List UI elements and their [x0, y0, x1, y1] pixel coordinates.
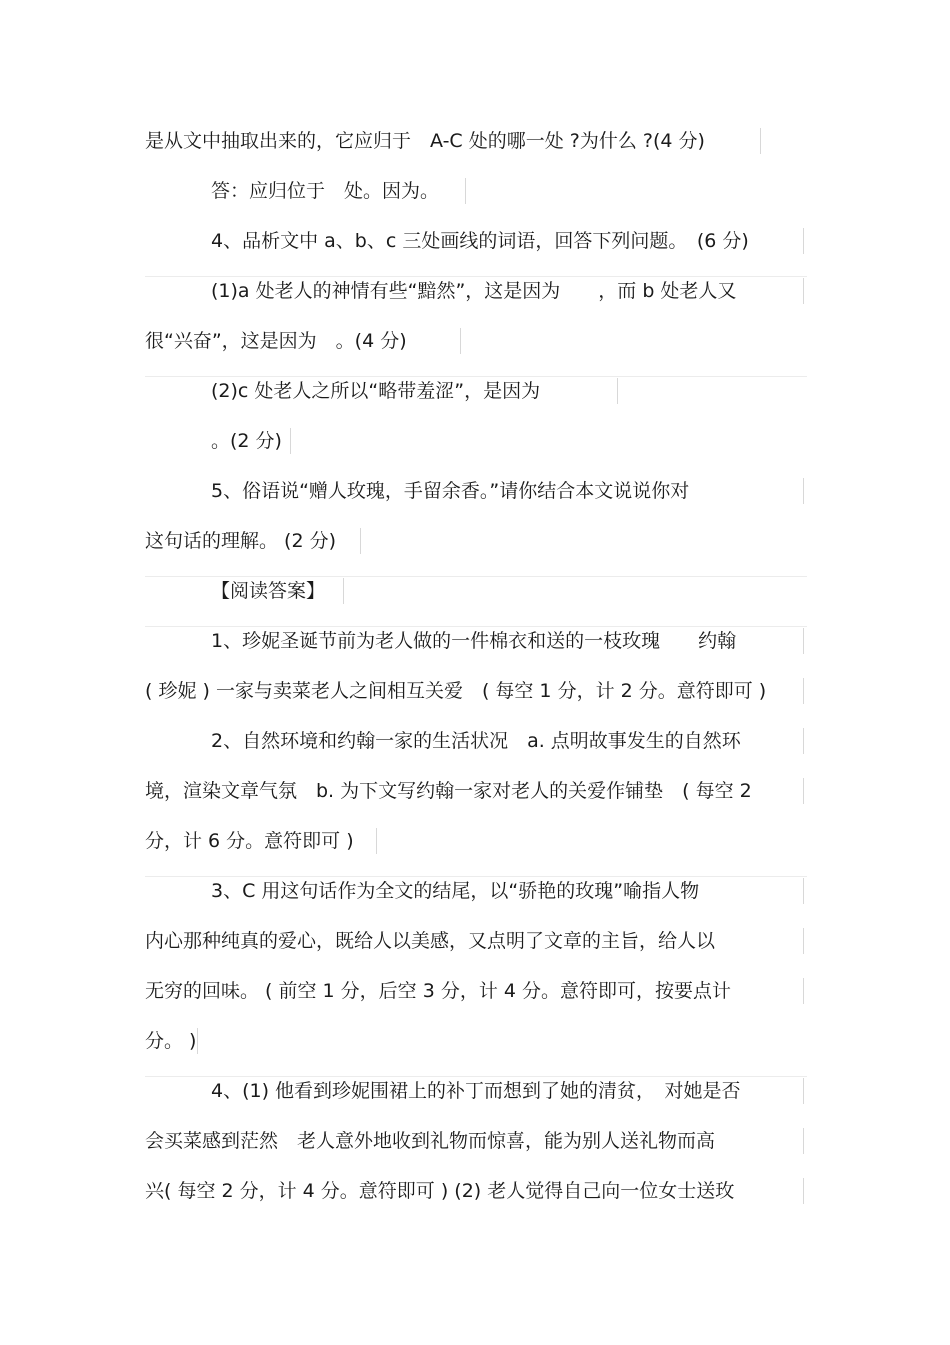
scan-rule: [145, 576, 807, 577]
text-line: 3、C 用这句话作为全文的结尾，以“骄艳的玫瑰”喻指人物: [211, 880, 700, 902]
scan-bar: [803, 978, 804, 1004]
section-heading: 【阅读答案】: [211, 580, 326, 602]
text-line: 1、珍妮圣诞节前为老人做的一件棉衣和送的一枝玫瑰 约翰: [211, 630, 737, 652]
scan-bar: [803, 678, 804, 704]
scan-rule: [145, 376, 807, 377]
scan-bar: [460, 328, 461, 354]
scan-bar: [343, 578, 344, 604]
scan-rule: [145, 1076, 807, 1077]
scan-rule: [145, 876, 807, 877]
scan-bar: [803, 628, 804, 654]
scan-bar: [465, 178, 466, 204]
scan-bar: [803, 728, 804, 754]
text-line: 内心那种纯真的爱心，既给人以美感，又点明了文章的主旨，给人以: [145, 930, 716, 952]
text-line: 很“兴奋”，这是因为 。(4 分): [145, 330, 407, 352]
scan-bar: [617, 378, 618, 404]
scan-rule: [145, 276, 807, 277]
scan-bar: [803, 478, 804, 504]
text-line: 分，计 6 分。意符即可 ): [145, 830, 354, 852]
scan-bar: [803, 228, 804, 254]
scan-bar: [360, 528, 361, 554]
scan-bar: [803, 1078, 804, 1104]
text-line: 。(2 分): [211, 430, 282, 452]
text-line: 兴( 每空 2 分，计 4 分。意符即可 ) (2) 老人觉得自己向一位女士送玫: [145, 1180, 735, 1202]
scan-bar: [803, 1178, 804, 1204]
text-line: 是从文中抽取出来的，它应归于 A-C 处的哪一处 ?为什么 ?(4 分): [145, 130, 705, 152]
scan-bar: [803, 1128, 804, 1154]
text-line: 2、自然环境和约翰一家的生活状况 a. 点明故事发生的自然环: [211, 730, 741, 752]
text-line: 境，渲染文章气氛 b. 为下文写约翰一家对老人的关爱作铺垫 ( 每空 2: [145, 780, 752, 802]
scan-bar: [197, 1028, 198, 1054]
text-line: 5、俗语说“赠人玫瑰，手留余香。”请你结合本文说说你对: [211, 480, 690, 502]
scan-bar: [803, 278, 804, 304]
scan-bar: [803, 878, 804, 904]
text-line: (1)a 处老人的神情有些“黯然”，这是因为 ，而 b 处老人又: [211, 280, 737, 302]
text-line: 无穷的回味。 ( 前空 1 分，后空 3 分，计 4 分。意符即可，按要点计: [145, 980, 731, 1002]
scan-bar: [803, 778, 804, 804]
text-line: 会买菜感到茫然 老人意外地收到礼物而惊喜，能为别人送礼物而高: [145, 1130, 716, 1152]
text-line: 分。 ): [145, 1030, 197, 1052]
scan-bar: [376, 828, 377, 854]
scan-bar: [803, 928, 804, 954]
scan-bar: [290, 428, 291, 454]
text-line: ( 珍妮 ) 一家与卖菜老人之间相互关爱 ( 每空 1 分，计 2 分。意符即可 ): [145, 680, 767, 702]
scan-bar: [760, 128, 761, 154]
text-line: 4、(1) 他看到珍妮围裙上的补丁而想到了她的清贫， 对她是否: [211, 1080, 741, 1102]
scan-rule: [145, 626, 807, 627]
text-line: 这句话的理解。 (2 分): [145, 530, 336, 552]
text-line: 答：应归位于 处。因为。: [211, 180, 440, 202]
text-line: (2)c 处老人之所以“略带羞涩”，是因为: [211, 380, 541, 402]
text-line: 4、品析文中 a、b、c 三处画线的词语，回答下列问题。 (6 分): [211, 230, 749, 252]
